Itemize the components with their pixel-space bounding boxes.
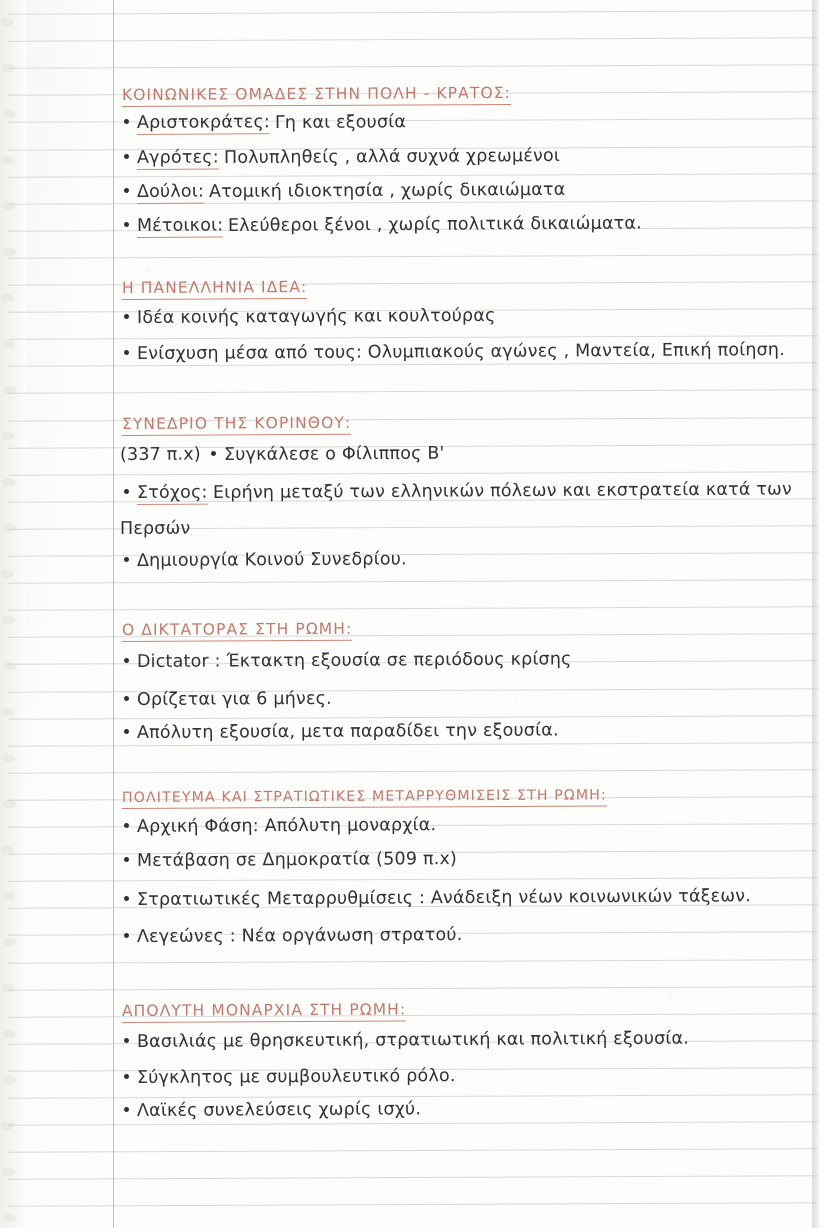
bullet-text: Στρατιωτικές Μεταρρυθμίσεις : Ανάδειξη νέων κοινωνικών τάξεων. <box>136 886 751 910</box>
section-heading-text: ΑΠΟΛΥΤΗ ΜΟΝΑΡΧΙΑ ΣΤΗ ΡΩΜΗ: <box>122 1001 406 1023</box>
section-heading-text: Η ΠΑΝΕΛΛΗΝΙΑ ΙΔΕΑ: <box>122 278 307 300</box>
bullet-dot <box>124 314 129 319</box>
bullet-text: Πολυπληθείς , αλλά συχνά χρεωμένοι <box>223 145 560 168</box>
bullet-dot <box>124 857 129 862</box>
bullet-text: Ελεύθεροι ξένοι , χωρίς πολιτικά δικαιώματα. <box>228 213 643 236</box>
bullet-text: Dictator : Έκτακτη εξουσία σε περιόδους κρίσης <box>136 649 572 672</box>
bullet-dot <box>124 154 129 159</box>
bullet-item <box>124 1068 456 1088</box>
bullet-term: Δούλοι: <box>136 181 205 203</box>
bullet-dot <box>124 188 129 193</box>
bullet-item <box>124 213 643 238</box>
bullet-dot <box>124 222 129 227</box>
bullet-text: Λαϊκές συνελεύσεις χωρίς ισχύ. <box>136 1099 422 1121</box>
date-line <box>120 445 444 465</box>
bullet-term: Στόχος: <box>136 482 208 504</box>
bullet-dot <box>211 451 216 456</box>
bullet-text: Ορίζεται για 6 μήνες. <box>136 688 332 710</box>
bullet-text: Ατομική ιδιοκτησία , χωρίς δικαιώματα <box>208 179 566 202</box>
bullet-text: Λεγεώνες : Νέα οργάνωση στρατού. <box>136 925 463 947</box>
bullet-text: Αρχική Φάση: Απόλυτη μοναρχία. <box>136 815 437 837</box>
bullet-item <box>124 145 560 170</box>
section-heading <box>122 415 351 436</box>
bullet-term: Αριστοκράτες: <box>136 112 271 134</box>
bullet-item <box>124 1028 690 1052</box>
bullet-text: Δημιουργία Κοινού Συνεδρίου. <box>136 549 407 571</box>
section-heading <box>122 1002 406 1023</box>
bullet-dot <box>124 1038 129 1043</box>
bullet-text: Ειρήνη μεταξύ των ελληνικών πόλεων και εκστρατεία κατά των <box>212 479 792 503</box>
bullet-item <box>124 305 496 328</box>
bullet-dot <box>124 557 129 562</box>
bullet-dot <box>124 696 129 701</box>
bullet-text: Σύγκλητος με συμβουλευτικό ρόλο. <box>136 1066 456 1088</box>
bullet-text: Απόλυτη εξουσία, μετα παραδίδει την εξουσία. <box>136 720 559 743</box>
bullet-item <box>124 690 332 710</box>
bullet-item <box>124 851 457 871</box>
bullet-item <box>124 649 572 672</box>
bullet-item <box>124 720 559 743</box>
bullet-item <box>124 886 751 910</box>
bullet-item <box>124 113 406 135</box>
bullet-text: Μετάβαση σε Δημοκρατία (509 π.x) <box>136 849 458 871</box>
bullet-dot <box>124 119 129 124</box>
bullet-text: Ενίσχυση μέσα από τους: Ολυμπιακούς αγώνες , Μαντεία, Επική ποίηση. <box>136 340 786 364</box>
bullet-item <box>124 340 786 364</box>
section-heading <box>122 621 352 642</box>
wrapped-line <box>120 519 190 539</box>
bullet-term: Αγρότες: <box>136 147 219 169</box>
bullet-text: Βασιλιάς με θρησκευτική, στρατιωτική και πολιτική εξουσία. <box>136 1028 690 1052</box>
bullet-dot <box>124 1107 129 1112</box>
bullet-dot <box>124 489 129 494</box>
bullet-item <box>124 817 436 837</box>
bullet-item <box>124 179 566 204</box>
bullet-text: Γη και εξουσία <box>274 112 407 133</box>
section-heading-text: ΣΥΝΕΔΡΙΟ ΤΗΣ ΚΟΡΙΝΘΟΥ: <box>122 414 351 436</box>
bullet-dot <box>124 896 129 901</box>
bullet-text: Ιδέα κοινής καταγωγής και κουλτούρας <box>136 305 496 328</box>
date-line-text: Συγκάλεσε ο Φίλιππος Β' <box>223 443 445 465</box>
bullet-dot <box>124 933 129 938</box>
section-heading-text: Ο ΔΙΚΤΑΤΟΡΑΣ ΣΤΗ ΡΩΜΗ: <box>122 620 352 642</box>
section-heading <box>121 83 511 107</box>
bullet-dot <box>124 350 129 355</box>
bullet-item <box>124 551 407 571</box>
date-value: (337 π.x) <box>119 444 201 465</box>
section-heading <box>121 787 607 809</box>
section-heading-text: ΚΟΙΝΩΝΙΚΕΣ ΟΜΑΔΕΣ ΣΤΗΝ ΠΟΛΗ - ΚΡΑΤΟΣ: <box>122 84 511 107</box>
bullet-term: Μέτοικοι: <box>136 215 224 237</box>
bullet-dot <box>124 1074 129 1079</box>
bullet-dot <box>124 823 129 828</box>
bullet-item <box>124 1101 421 1121</box>
wrapped-line-text: Περσών <box>119 518 191 539</box>
bullet-item <box>124 479 792 505</box>
bullet-item <box>124 927 463 947</box>
bullet-dot <box>124 658 129 663</box>
section-heading <box>122 279 307 300</box>
section-heading-text: ΠΟΛΙΤΕΥΜΑ ΚΑΙ ΣΤΡΑΤΙΩΤΙΚΕΣ ΜΕΤΑΡΡΥΘΜΙΣΕΙΣ ΣΤΗ ΡΩΜΗ: <box>122 787 607 809</box>
bullet-dot <box>124 729 129 734</box>
